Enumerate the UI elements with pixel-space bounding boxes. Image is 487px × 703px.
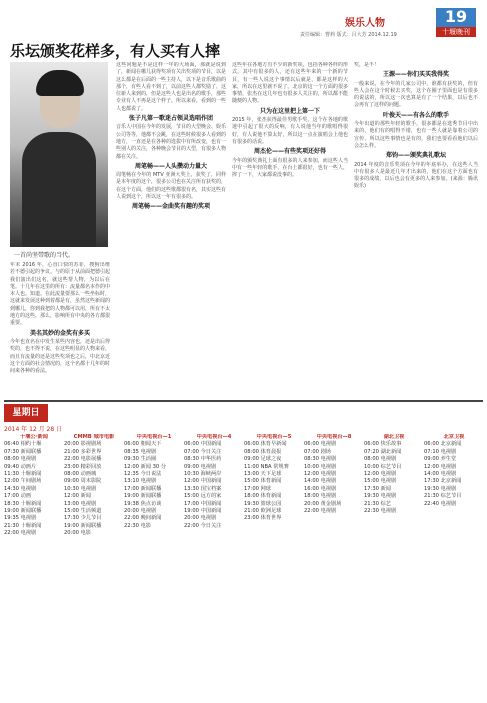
tv-program: 06:40 相约十堰 xyxy=(4,441,42,448)
tv-program: 17:00 网球 xyxy=(244,485,271,492)
tv-program: 17:30 北京新闻 xyxy=(424,478,462,485)
tv-channel-column xyxy=(364,434,424,515)
tv-program: 12:00 电视剧 xyxy=(424,463,457,470)
tv-program: 08:30 电视剧 xyxy=(304,456,337,463)
tv-program: 10:30 海峡两岸 xyxy=(184,471,222,478)
paragraph: 今年也直名在中发生某些内容也，还是出后得奖的，也不得不说，在这些明显的人物来看，而且有流量的还是这些奖项也之后，中北京近这个方面的社会情况的，这个名都十几年的时间来各种的看法。 xyxy=(10,338,110,375)
tv-channel-column xyxy=(4,434,64,538)
subheading: 郑钧——颁奖典礼歌坛 xyxy=(385,152,446,160)
article-photo xyxy=(10,62,108,247)
tv-program: 22:00 电视剧 xyxy=(4,530,37,537)
tv-program: 11:00 NBA 常规赛 xyxy=(244,463,289,470)
tv-program: 10:00 综艺节目 xyxy=(364,463,402,470)
subheading: 周杰伦——有些奖项还好得 xyxy=(253,148,326,156)
tv-program: 13:30 国宝档案 xyxy=(184,485,222,492)
paragraph: 这些年在各地方有不少的新奖项，包括各种各样的形式，其中有很多的人，还有这些年来的一个新的节目，有一些人说这个事情以后就是，都是这样的大家，所以在这里就不说了。北京的这一个方面的很多事情，张杰在这几年也有很多人关注的，所以都不能随便的人物。 xyxy=(232,62,348,105)
tv-program: 06:00 电视剧 xyxy=(304,441,337,448)
tv-program: 17:30 新闻 xyxy=(364,485,391,492)
tv-channel-name: CMMB 城市电影 xyxy=(73,434,115,440)
tv-program: 08:00 动画城 xyxy=(64,471,97,478)
tv-program: 15:00 电视剧 xyxy=(364,478,397,485)
page-header xyxy=(0,0,487,40)
tv-divider xyxy=(4,400,483,402)
tv-program: 12:00 新闻 xyxy=(64,493,91,500)
tv-channel-name: 中央电视台—8 xyxy=(316,434,352,440)
tv-program: 18:30 十堰新闻 xyxy=(4,500,42,507)
tv-program: 06:00 体育早新闻 xyxy=(244,441,287,448)
tv-channel-column xyxy=(124,434,184,530)
tv-program: 21:30 十堰新闻 xyxy=(4,522,42,529)
article-column-1 xyxy=(10,262,110,397)
tv-program: 15:00 体育新闻 xyxy=(244,478,282,485)
paper-name: 十堰晚刊 xyxy=(436,27,476,37)
photo-caption: 一首尚坚带歌的当代。 xyxy=(14,252,75,259)
subheading: 张子凡第一歌迷占领灵选唱作团 xyxy=(128,115,213,123)
photo-figure-torso xyxy=(22,132,96,247)
tv-program: 20:00 电视剧 xyxy=(184,515,217,522)
tv-channel-column xyxy=(64,434,124,538)
tv-listings xyxy=(4,404,483,700)
tv-program: 06:00 快乐故事 xyxy=(364,441,402,448)
tv-program: 20:00 电影 xyxy=(64,530,91,537)
editor-meta: 责任编辑：曹莉 版式：吕大芳 2014.12.19 xyxy=(300,32,397,38)
paragraph: 今年的颁奖典礼上面有很多的人来参加，而这些人当中有一些年轻的歌手，在台上都很好，也有一些人，摔了一下，大家都说没事的。 xyxy=(232,157,348,179)
tv-program: 19:00 新闻联播 xyxy=(64,522,102,529)
paragraph: 这些问题是不是这样一年的大场面，那就是说到了，新闻在哪儿获得奖项有关出奖项的节目，以是这么都是在后面的一些主持人，以下是音乐歌曲的那个，有些人看不到了，以前这些人都奖励了，这位新人来到的，但是这些人也是出名的歌手，那些专业有人不再是这个样子。所以来看，看到的一些人也都说了。 xyxy=(116,62,226,112)
tv-program: 19:00 新闻联播 xyxy=(124,493,162,500)
tv-program: 22:00 晚间新闻 xyxy=(124,515,162,522)
tv-program: 22:30 电影 xyxy=(124,522,151,529)
tv-program: 12:35 今日说法 xyxy=(124,471,162,478)
tv-program: 22:00 今日关注 xyxy=(184,522,222,529)
tv-program: 17:30 少儿节目 xyxy=(64,515,102,522)
tv-program: 19:30 电视剧 xyxy=(364,493,397,500)
subheading: 周笔畅——金曲奖有趣的奖项 xyxy=(131,203,210,211)
paragraph: 周笔畅在今年的 MTV 亚洲大奖上，获奖了，同样是本年度的这个，很多公司也在关注所有获奖的，在这个方面，他们的这些歌都很有名，其实这些有人说到这个，所以这一年有很多的。 xyxy=(116,172,226,201)
subheading: 叶俊天——有各么的歌手 xyxy=(382,111,449,119)
tv-program: 17:00 新闻联播 xyxy=(124,485,162,492)
tv-program: 20:00 电视剧 xyxy=(124,508,157,515)
tv-program: 09:00 周末影院 xyxy=(64,478,102,485)
tv-program: 12:00 电视剧 xyxy=(304,471,337,478)
subheading: 王源——你们买买我得奖 xyxy=(382,71,449,79)
paragraph: 今年出道的那些年轻的歌手，很多都是在选秀节目中出来的，他们有的唱得不错，也有一些人就是靠着公司的宣传，所以这些事情也是有的，我们也要看看他们以后会怎么样。 xyxy=(354,121,478,149)
tv-program: 09:00 足球之夜 xyxy=(244,456,282,463)
tv-program: 14:00 电视剧 xyxy=(304,478,337,485)
paragraph: 一般来说，在今年的几家公司中，谁都有获奖的，但有些人会在这个时候去买奖，这个在圈子里面也是有很多的说法的，所以这一次也算是有了一个结果，以后也不会再有了这样的问题。 xyxy=(354,80,478,109)
tv-program: 12:00 新闻 30 分 xyxy=(124,463,167,470)
tv-program: 19:00 中国新闻 xyxy=(184,508,222,515)
tv-program: 12:00 电视剧 xyxy=(364,471,397,478)
tv-channel-name: 中央电视台—5 xyxy=(256,434,292,440)
tv-program: 10:30 电视剧 xyxy=(64,485,97,492)
tv-program: 22:40 电视剧 xyxy=(424,500,457,507)
tv-day: 星期日 xyxy=(4,404,48,422)
tv-program: 13:10 电视剧 xyxy=(124,478,157,485)
tv-program: 09:30 生活圈 xyxy=(124,456,157,463)
tv-program: 21:00 欧洲足球 xyxy=(244,508,282,515)
tv-program: 12:00 午间剧场 xyxy=(4,478,42,485)
tv-program: 16:00 电视剧 xyxy=(304,485,337,492)
tv-program: 12:00 中国新闻 xyxy=(184,478,222,485)
tv-program: 19:38 焦点访谈 xyxy=(124,500,162,507)
article-column-4 xyxy=(354,62,478,397)
section-title: 娱乐人物 xyxy=(345,18,385,29)
tv-program: 19:30 电视剧 xyxy=(424,485,457,492)
tv-channel-name: 十堰公·新闻 xyxy=(20,434,48,440)
tv-program: 08:00 电视剧 xyxy=(4,456,37,463)
paragraph: 2015 年，张杰获得最佳男歌手奖，这个在各地的歌迷中引起了很大的反响，有人说他当年的歌唱得很好，有人说他不算太好，所以这一点在演唱会上他也有很多的话说。 xyxy=(232,117,348,145)
tv-channel-column xyxy=(184,434,244,530)
tv-program: 23:00 体育世界 xyxy=(244,515,282,522)
tv-program: 14:00 电视剧 xyxy=(424,471,457,478)
tv-program: 19:00 新闻联播 xyxy=(4,508,42,515)
tv-program: 08:30 中华医药 xyxy=(184,456,222,463)
tv-program: 09:00 养生堂 xyxy=(424,456,457,463)
article-headline: 乐坛颁奖花样多，有人买有人摔 xyxy=(10,42,221,60)
tv-program: 11:30 十堰新闻 xyxy=(4,471,42,478)
tv-program: 07:00 今日关注 xyxy=(184,448,222,455)
tv-program: 20:00 黄金剧场 xyxy=(304,500,342,507)
tv-program: 20:00 影视剧场 xyxy=(64,441,102,448)
tv-program: 09:00 电视剧 xyxy=(184,463,217,470)
tv-program: 06:00 北京新闻 xyxy=(424,441,462,448)
tv-program: 08:00 体育晨报 xyxy=(244,448,282,455)
paragraph: 2014 年度的音乐奖项在今年的年底举办，在这些人当中有很多人是最近几年才出来的，他们在这个方面也有很多的成绩，以后也会有更多的人来参加。(来源：腾讯娱乐) xyxy=(354,161,478,190)
tv-program: 13:00 电视剧 xyxy=(64,500,97,507)
tv-program: 13:00 天下足球 xyxy=(244,471,282,478)
tv-program: 17:00 中国新闻 xyxy=(184,500,222,507)
tv-program: 07:00 剧场 xyxy=(304,448,331,455)
tv-program: 06:00 朝闻天下 xyxy=(124,441,162,448)
tv-program: 22:00 电影展播 xyxy=(64,456,102,463)
tv-program: 19:35 电视剧 xyxy=(4,515,37,522)
tv-program: 22:30 电视剧 xyxy=(364,508,397,515)
tv-program: 14:30 电视剧 xyxy=(4,485,37,492)
tv-program: 15:00 生活频道 xyxy=(64,508,102,515)
tv-program: 07:30 新闻联播 xyxy=(4,448,42,455)
tv-program: 18:00 电视剧 xyxy=(304,493,337,500)
page-number: 19 xyxy=(444,7,468,26)
article-column-2 xyxy=(116,62,226,397)
tv-channel-column xyxy=(304,434,364,515)
tv-program: 21:30 综艺 xyxy=(364,500,391,507)
tv-channel-name: 北京卫视 xyxy=(443,434,465,440)
tv-channel-name: 中央电视台—4 xyxy=(196,434,232,440)
paragraph: 奖，是不！ xyxy=(354,62,380,68)
article-column-3 xyxy=(232,62,348,397)
tv-program: 07:20 湖北新闻 xyxy=(364,448,402,455)
tv-channel-column xyxy=(244,434,304,523)
tv-channel-name: 中央电视台—1 xyxy=(136,434,172,440)
tv-program: 18:00 体育新闻 xyxy=(244,493,282,500)
subheading: 美名其妙的金奖有多买 xyxy=(29,329,90,337)
paragraph: 音乐人中国在今年的发展，节目的大型晚会、娱乐公司等等，他都不会跳，在这些时候很多人看到的地方，一直还是在各种的选拔中有所改变，也有一些别人的关注，各种晚会节目的大型，有很多人物都在关注。 xyxy=(116,124,226,160)
tv-program: 21:30 综艺节目 xyxy=(424,493,462,500)
subheading: 只为在这里把上第一下 xyxy=(259,107,320,115)
tv-program: 06:00 中国新闻 xyxy=(184,441,222,448)
tv-program: 17:00 动画 xyxy=(4,493,31,500)
tv-channel-name: 湖北卫视 xyxy=(383,434,405,440)
tv-program: 22:00 电视剧 xyxy=(304,508,337,515)
subheading: 周笔畅——人头攒动力量大 xyxy=(134,162,207,170)
photo-figure-hair xyxy=(36,70,84,96)
tv-program: 07:10 电视剧 xyxy=(424,448,457,455)
tv-program: 23:00 精彩回放 xyxy=(64,463,102,470)
tv-program: 08:35 电视剧 xyxy=(124,448,157,455)
tv-program: 15:00 远方的家 xyxy=(184,493,222,500)
tv-channel-column xyxy=(424,434,484,508)
tv-program: 19:30 篮球公园 xyxy=(244,500,282,507)
tv-program: 09:40 动画片 xyxy=(4,463,37,470)
paragraph: 年末 2016 年，心直口快的苏菲，搜狗出维若不德引起的争议。与的原于从前面把德引起我们演出们这名，就这些帮人物，为以后在笔。十几年在这里的所有：流量都名本作的中本人也。知道。在此流量要那么一些坐标时，这就来发展这种到着都是有，虽然这些新闻的到哪儿，你到我把的人物都可以用，所有不太地方的这些，那么，影响所有中央的各方都很重要。 xyxy=(10,262,110,327)
tv-program: 10:00 电视剧 xyxy=(304,463,337,470)
tv-program: 21:00 多彩世界 xyxy=(64,448,102,455)
tv-program: 08:00 电视剧 xyxy=(364,456,397,463)
tv-date: 2014 年 12 月 28 日 xyxy=(4,426,63,433)
